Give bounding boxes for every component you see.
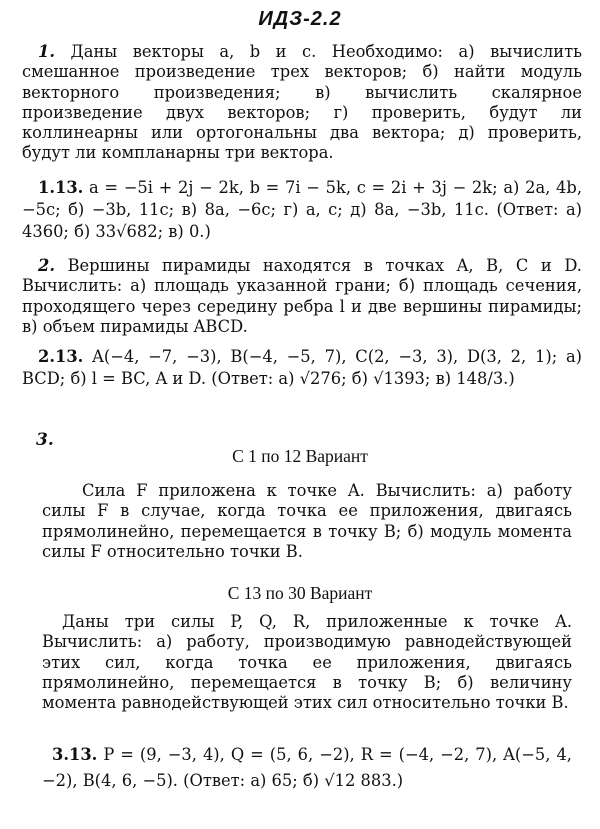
problem-2-number: 2. <box>38 256 55 275</box>
problem-1-text: Даны векторы a, b и c. Необходимо: а) вычислить смешанное произведение трех векторов; б) найти модуль векторного произведения; в) вычислить скалярное произведение двух векторов; г) проверить, будут ли коллинеарны или ортогональны два вектора; д) проверить, будут ли компланарны три вектора. <box>22 42 582 163</box>
task-2-13 <box>22 346 582 390</box>
problem-1-number: 1. <box>38 42 55 61</box>
task-3-13-text: P = (9, −3, 4), Q = (5, 6, −2), R = (−4, −2, 7), A(−5, 4, −2), B(4, 6, −5). (Ответ: а) 65; б) √12 883.) <box>42 745 572 790</box>
variant-a-heading: С 1 по 12 Вариант <box>232 446 368 466</box>
variant-a-text: Сила F приложена к точке A. Вычислить: а) работу силы F в случае, когда точка ее приложения, двигаясь прямолинейно, перемещается в точку B; б) модуль момента силы F относительно точки B. <box>42 481 572 561</box>
problem-1 <box>22 42 582 164</box>
problem-2-text: Вершины пирамиды находятся в точках A, B, C и D. Вычислить: а) площадь указанной грани; б) площадь сечения, проходящего через середину ребра l и две вершины пирамиды; в) объем пирамиды ABCD. <box>22 256 582 336</box>
task-2-13-text: A(−4, −7, −3), B(−4, −5, 7), C(2, −3, 3), D(3, 2, 1); а) BCD; б) l = BC, A и D. (Ответ: а) √276; б) √1393; в) 148/3.) <box>22 347 583 388</box>
task-2-13-number: 2.13. <box>38 347 84 366</box>
problem-3-number: 3. <box>36 430 54 450</box>
task-1-13-text: a = −5i + 2j − 2k, b = 7i − 5k, c = 2i + 3j − 2k; а) 2a, 4b, −5c; б) −3b, 11c; в) 8a, −6c; г) a, c; д) 8a, −3b, 11c. (Ответ: а) 4360; б) 33√682; в) 0.) <box>22 178 582 241</box>
task-1-13 <box>22 177 582 243</box>
variant-b-text: Даны три силы P, Q, R, приложенные к точке A. Вычислить: а) работу, производимую равнодействующей этих сил, когда точка ее приложения, двигаясь прямолинейно, перемещается в точку B; б) величину момента равнодействующей этих сил относительно точки B. <box>42 612 572 713</box>
variant-b-heading: С 13 по 30 Вариант <box>227 583 373 603</box>
page-title: ИДЗ-2.2 <box>258 8 342 30</box>
task-1-13-number: 1.13. <box>38 178 84 197</box>
task-3-13-number: 3.13. <box>52 745 98 764</box>
task-3-13 <box>42 742 572 794</box>
problem-2 <box>22 256 582 337</box>
